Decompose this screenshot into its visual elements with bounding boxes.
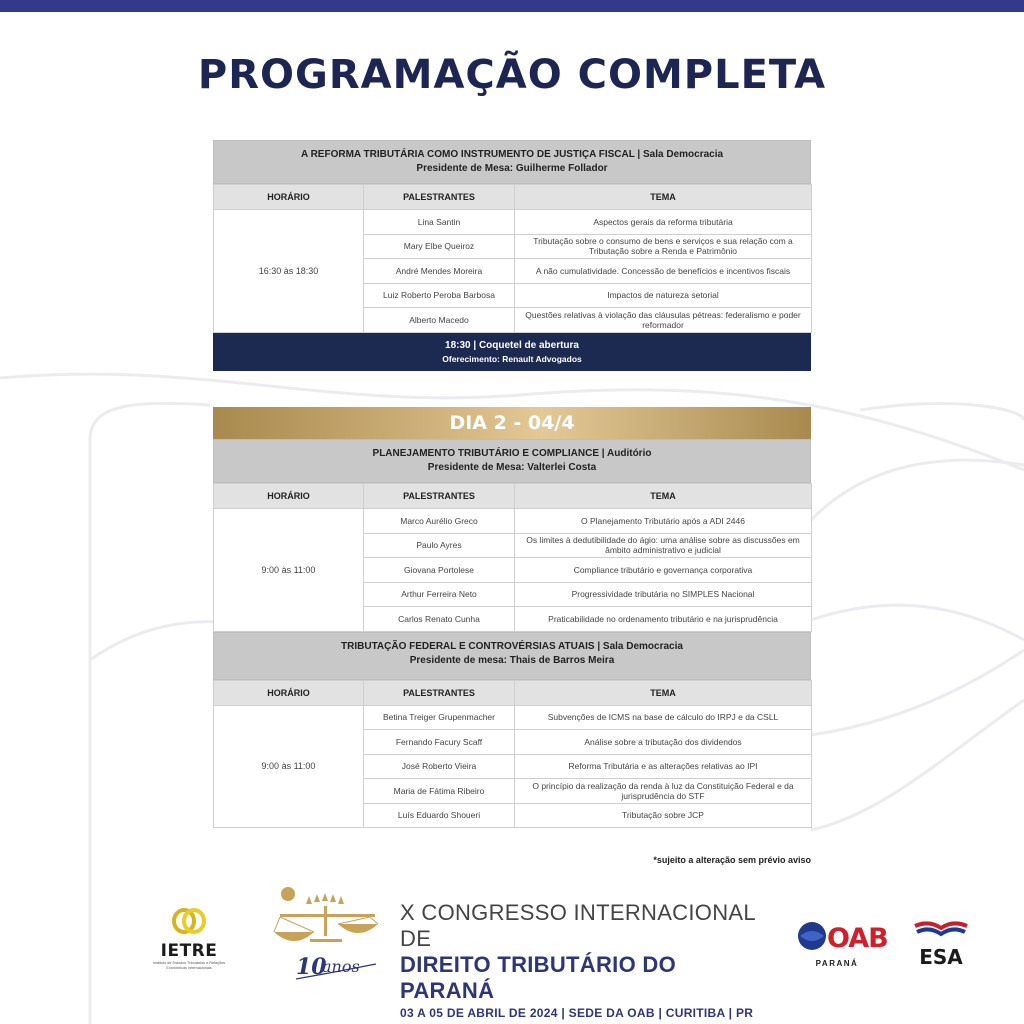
session-president: Presidente de Mesa: Valterlei Costa	[427, 462, 597, 473]
theme-cell: Reforma Tributária e as alterações relativas ao IPI	[515, 754, 812, 779]
theme-cell: Progressividade tributária no SIMPLES Nacional	[515, 582, 812, 607]
speaker-cell: Fernando Facury Scaff	[364, 730, 515, 755]
speaker-cell: Carlos Renato Cunha	[364, 607, 515, 632]
time-cell: 9:00 às 11:00	[214, 509, 364, 632]
table-header-row	[214, 484, 812, 509]
speaker-cell: Maria de Fátima Ribeiro	[364, 779, 515, 804]
speaker-cell: Alberto Macedo	[364, 308, 515, 333]
schedule-block-1	[213, 140, 811, 371]
column-header-palestrantes: PALESTRANTES	[364, 680, 515, 705]
column-header-horario: HORÁRIO	[214, 484, 364, 509]
speaker-cell: José Roberto Vieira	[364, 754, 515, 779]
column-header-palestrantes: PALESTRANTES	[364, 185, 515, 210]
oab-subtitle: PARANÁ	[815, 959, 859, 968]
page-title: PROGRAMAÇÃO COMPLETA	[197, 52, 827, 98]
anos-word: anos	[322, 957, 360, 976]
theme-cell: Compliance tributário e governança corporativa	[515, 558, 812, 583]
column-header-tema: TEMA	[515, 680, 812, 705]
coquetel-time: 18:30	[445, 339, 471, 351]
ten-years-logo	[266, 884, 386, 984]
theme-cell: Subvenções de ICMS na base de cálculo do IRPJ e da CSLL	[515, 705, 812, 730]
ietre-subtitle: Instituto de Estudos Tributários e Relações Econômicas Internacionais	[152, 961, 226, 970]
column-header-tema: TEMA	[515, 484, 812, 509]
coquetel-sponsor: Oferecimento: Renault Advogados	[442, 353, 582, 364]
theme-cell: Aspectos gerais da reforma tributária	[515, 210, 812, 235]
table-header-row	[214, 185, 812, 210]
congress-line-2: DIREITO TRIBUTÁRIO DO PARANÁ	[400, 952, 677, 1003]
session-president: Presidente de mesa: Thais de Barros Meira	[409, 654, 615, 666]
speaker-cell: Mary Elbe Queiroz	[364, 234, 515, 259]
speaker-cell: Luís Eduardo Shoueri	[364, 803, 515, 828]
speaker-cell: Arthur Ferreira Neto	[364, 582, 515, 607]
session-title: PLANEJAMENTO TRIBUTÁRIO E COMPLIANCE	[372, 448, 600, 459]
theme-cell: Impactos de natureza setorial	[515, 283, 812, 308]
ietre-name: IETRE	[160, 941, 218, 961]
congress-line-3: 03 A 05 DE ABRIL DE 2024 | SEDE DA OAB | CURITIBA | PR	[400, 1006, 754, 1020]
table-header-row	[214, 680, 812, 705]
session-header: PLANEJAMENTO TRIBUTÁRIO E COMPLIANCE | Auditório Presidente de Mesa: Valterlei Costa	[213, 439, 811, 483]
theme-cell: O princípio da realização da renda à luz da Constituição Federal e da jurisprudência do STF	[515, 779, 812, 804]
theme-cell: A não cumulatividade. Concessão de benefícios e incentivos fiscais	[515, 259, 812, 284]
schedule-table	[213, 680, 812, 829]
theme-cell: Praticabilidade no ordenamento tributário e na jurisprudência	[515, 607, 812, 632]
session-room: Sala Democracia	[602, 640, 683, 652]
session-header: A REFORMA TRIBUTÁRIA COMO INSTRUMENTO DE JUSTIÇA FISCAL | Sala Democracia Presidente de Mesa: Guilherme Follador	[213, 140, 811, 184]
coquetel-banner: 18:30 | Coquetel de abertura Oferecimento: Renault Advogados	[213, 333, 811, 371]
session-title: A REFORMA TRIBUTÁRIA COMO INSTRUMENTO DE JUSTIÇA FISCAL	[300, 149, 635, 160]
coquetel-label: Coquetel de abertura	[478, 339, 579, 351]
ietre-rings-icon	[169, 906, 209, 936]
speaker-cell: Paulo Ayres	[364, 533, 515, 558]
esa-name: ESA	[919, 945, 963, 969]
anos-number: 10	[296, 954, 327, 980]
speaker-cell: Luiz Roberto Peroba Barbosa	[364, 283, 515, 308]
speaker-cell: André Mendes Moreira	[364, 259, 515, 284]
time-cell: 9:00 às 11:00	[214, 705, 364, 828]
table-row	[214, 509, 812, 534]
theme-cell: Tributação sobre o consumo de bens e serviços e sua relação com a Tributação sobre a Renda e Patrimônio	[515, 234, 812, 259]
column-header-horario: HORÁRIO	[214, 680, 364, 705]
session-room: Sala Democracia	[643, 149, 724, 160]
time-cell: 16:30 às 18:30	[214, 210, 364, 333]
theme-cell: Os limites à dedutibilidade do ágio: uma análise sobre as discussões em âmbito administrativo e judicial	[515, 533, 812, 558]
speaker-cell: Giovana Portolese	[364, 558, 515, 583]
session-title: TRIBUTAÇÃO FEDERAL E CONTROVÉRSIAS ATUAIS	[341, 640, 595, 652]
day-banner: DIA 2 - 04/4	[213, 407, 811, 439]
speaker-cell: Marco Aurélio Greco	[364, 509, 515, 534]
oab-logo-icon	[796, 920, 888, 954]
speaker-cell: Betina Treiger Grupenmacher	[364, 705, 515, 730]
schedule-block-day2	[213, 407, 811, 828]
session-president: Presidente de Mesa: Guilherme Follador	[416, 163, 608, 174]
esa-logo	[905, 918, 977, 969]
congress-title	[400, 900, 760, 1022]
session-room: Auditório	[607, 448, 652, 459]
ietre-logo	[152, 906, 226, 970]
disclaimer-note: *sujeito a alteração sem prévio aviso	[653, 855, 811, 865]
column-header-palestrantes: PALESTRANTES	[364, 484, 515, 509]
column-header-horario: HORÁRIO	[214, 185, 364, 210]
oab-text: OAB	[827, 923, 888, 954]
speaker-cell: Lina Santin	[364, 210, 515, 235]
table-row	[214, 705, 812, 730]
open-book-icon	[911, 918, 971, 940]
theme-cell: Análise sobre a tributação dos dividendos	[515, 730, 812, 755]
scales-of-justice-icon	[266, 884, 386, 984]
theme-cell: O Planejamento Tributário após a ADI 2446	[515, 509, 812, 534]
oab-parana-logo	[796, 920, 888, 968]
session-header: TRIBUTAÇÃO FEDERAL E CONTROVÉRSIAS ATUAIS | Sala Democracia Presidente de mesa: Thais de Barros Meira	[213, 632, 811, 680]
footer	[0, 880, 1024, 1020]
theme-cell: Tributação sobre JCP	[515, 803, 812, 828]
table-row	[214, 210, 812, 235]
schedule-table	[213, 483, 812, 632]
theme-cell: Questões relativas à violação das cláusulas pétreas: federalismo e poder reformador	[515, 308, 812, 333]
schedule-table	[213, 184, 812, 333]
oab-wordmark	[796, 920, 888, 959]
column-header-tema: TEMA	[515, 185, 812, 210]
congress-line-1: X CONGRESSO INTERNACIONAL DE	[400, 900, 756, 951]
